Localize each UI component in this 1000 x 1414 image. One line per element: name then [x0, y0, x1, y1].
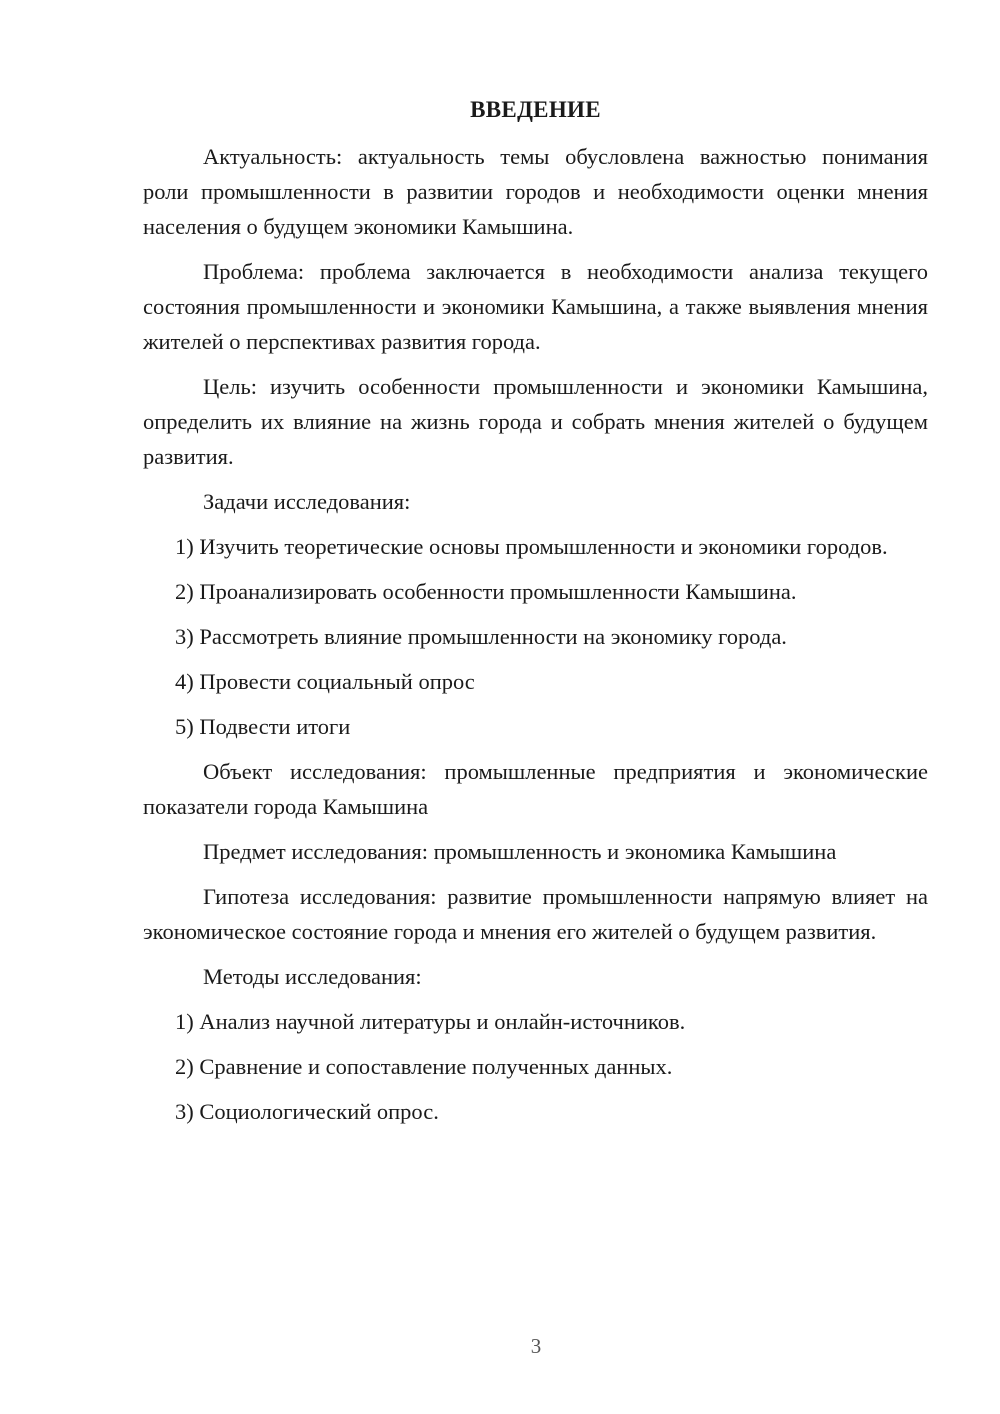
task-item-3: 3) Рассмотреть влияние промышленности на экономику города. [175, 624, 787, 649]
problem-paragraph: Проблема: проблема заключается в необходимости анализа текущего состояния промышленности и экономики Камышина, а также выявления мнения жителей о перспективах развития города. [143, 259, 928, 354]
task-item-5: 5) Подвести итоги [175, 714, 351, 739]
methods-title: Методы исследования: [203, 964, 422, 989]
method-item-3: 3) Социологический опрос. [175, 1099, 439, 1124]
method-item-2: 2) Сравнение и сопоставление полученных данных. [175, 1054, 673, 1079]
subject-paragraph: Предмет исследования: промышленность и экономика Камышина [203, 839, 837, 864]
goal-paragraph: Цель: изучить особенности промышленности и экономики Камышина, определить их влияние на жизнь города и собрать мнения жителей о будущем развития. [143, 374, 928, 469]
task-item-4: 4) Провести социальный опрос [175, 669, 475, 694]
document-page [143, 95, 928, 1139]
task-item-1: 1) Изучить теоретические основы промышленности и экономики городов. [175, 534, 888, 559]
object-paragraph: Объект исследования: промышленные предприятия и экономические показатели города Камышина [143, 759, 928, 819]
task-item-2: 2) Проанализировать особенности промышленности Камышина. [175, 579, 797, 604]
relevance-paragraph: Актуальность: актуальность темы обусловлена важностью понимания роли промышленности в развитии городов и необходимости оценки мнения населения о будущем экономики Камышина. [143, 144, 928, 239]
page-number: 3 [530, 1334, 542, 1358]
method-item-1: 1) Анализ научной литературы и онлайн-источников. [175, 1009, 686, 1034]
tasks-title: Задачи исследования: [203, 489, 411, 514]
hypothesis-paragraph: Гипотеза исследования: развитие промышленности напрямую влияет на экономическое состояние города и мнения его жителей о будущем развития. [143, 884, 928, 944]
document-heading: ВВЕДЕНИЕ [470, 97, 601, 122]
